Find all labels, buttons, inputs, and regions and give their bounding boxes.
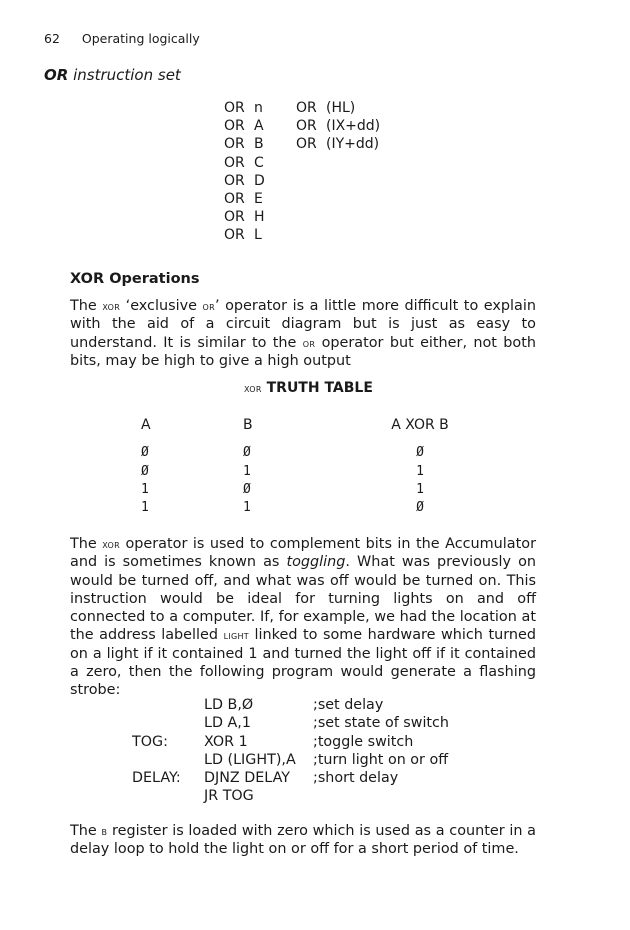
code-label: [132, 787, 181, 805]
b-register-paragraph: The b register is loaded with zero which is used as a counter in a delay loop to hold the light on or off for a short period of time.: [70, 823, 537, 858]
or-instruction: OR (IY+dd): [296, 136, 380, 153]
or-instruction: OR D: [224, 172, 265, 189]
code-label: [132, 696, 181, 714]
program-labels: [132, 696, 181, 806]
column-header: B: [243, 417, 253, 433]
truth-table-title: xor TRUTH TABLE: [244, 380, 373, 396]
or-instruction: OR L: [224, 227, 262, 244]
or-instruction-column-1: [224, 99, 265, 245]
table-cell: 1: [141, 481, 149, 497]
table-cell: Ø: [141, 445, 149, 461]
or-instruction: OR B: [224, 136, 264, 153]
or-instruction: OR (HL): [296, 100, 356, 116]
or-instruction-column-2: [296, 99, 380, 154]
code-comment: ;toggle switch: [313, 733, 414, 750]
program-comments: [313, 696, 449, 806]
xor-usage-paragraph: The xor operator is used to complement bits in the Accumulator and is sometimes known as toggling. What was previously on would be turned off, and what was off would be turned on. This instruction would be ideal for turning lights on and off connected to a computer. If, for example, we had the location at the address labelled light linked to some hardware which turned on a light if it contained 1 and turned the light off if it contained a zero, then the following program would generate a flashing strobe:: [70, 536, 537, 699]
running-head: [44, 31, 200, 46]
column-header: A: [141, 417, 151, 433]
chapter-title: Operating logically: [81, 31, 200, 46]
table-cell: Ø: [416, 445, 424, 461]
or-title-bold: OR: [44, 66, 69, 84]
code-label: [132, 714, 181, 732]
table-cell: 1: [416, 481, 424, 497]
xor-intro-paragraph: The xor ‘exclusive or’ operator is a little more difficult to explain with the aid of a circuit diagram but is just as easy to understand. It is similar to the or operator but either, not both bits, may be high to give a high output: [70, 298, 537, 369]
small-caps-b: b: [101, 824, 108, 838]
program-instructions: [204, 696, 296, 806]
code-instruction: JR TOG: [204, 788, 254, 805]
or-instruction: OR A: [224, 118, 264, 135]
table-cell: Ø: [141, 463, 149, 479]
table-cell: 1: [243, 463, 251, 479]
truth-table-column-a: [141, 416, 151, 517]
or-instruction: OR E: [224, 191, 263, 208]
small-caps-light: light: [223, 628, 249, 643]
table-cell: 1: [141, 500, 149, 516]
code-comment: ;set delay: [313, 697, 384, 713]
truth-table-column-b: [243, 416, 253, 517]
or-instruction: OR n: [224, 100, 263, 116]
or-instruction: OR C: [224, 154, 264, 171]
code-label: TOG:: [132, 733, 168, 750]
or-title-rest: instruction set: [68, 66, 181, 84]
table-cell: Ø: [243, 481, 251, 497]
small-caps-or: or: [302, 335, 316, 350]
table-cell: Ø: [243, 445, 251, 461]
or-section-title: [44, 66, 181, 84]
small-caps-or: or: [202, 299, 215, 313]
code-comment: ;turn light on or off: [313, 751, 449, 768]
small-caps-xor: xor: [102, 299, 121, 313]
truth-table-column-axorb: [380, 416, 460, 517]
table-cell: Ø: [416, 500, 424, 516]
code-comment: ;short delay: [313, 770, 399, 787]
code-instruction: LD A,1: [204, 715, 251, 732]
code-comment: ;set state of switch: [313, 715, 449, 732]
page-number: 62: [44, 31, 60, 46]
or-instruction: OR H: [224, 209, 265, 226]
code-comment: [313, 787, 449, 805]
code-instruction: LD B,Ø: [204, 697, 254, 713]
xor-section-heading: XOR Operations: [70, 271, 200, 287]
table-cell: 1: [243, 500, 251, 516]
code-label: [132, 751, 181, 769]
code-instruction: XOR 1: [204, 733, 248, 750]
code-instruction: DJNZ DELAY: [204, 770, 290, 787]
table-cell: 1: [416, 463, 424, 479]
or-instruction: OR (IX+dd): [296, 118, 381, 135]
code-label: DELAY:: [132, 770, 181, 787]
emphasis-toggling: toggling: [286, 554, 346, 571]
small-caps-xor: xor: [102, 537, 120, 551]
code-instruction: LD (LIGHT),A: [204, 751, 296, 768]
column-header: A XOR B: [391, 417, 449, 433]
